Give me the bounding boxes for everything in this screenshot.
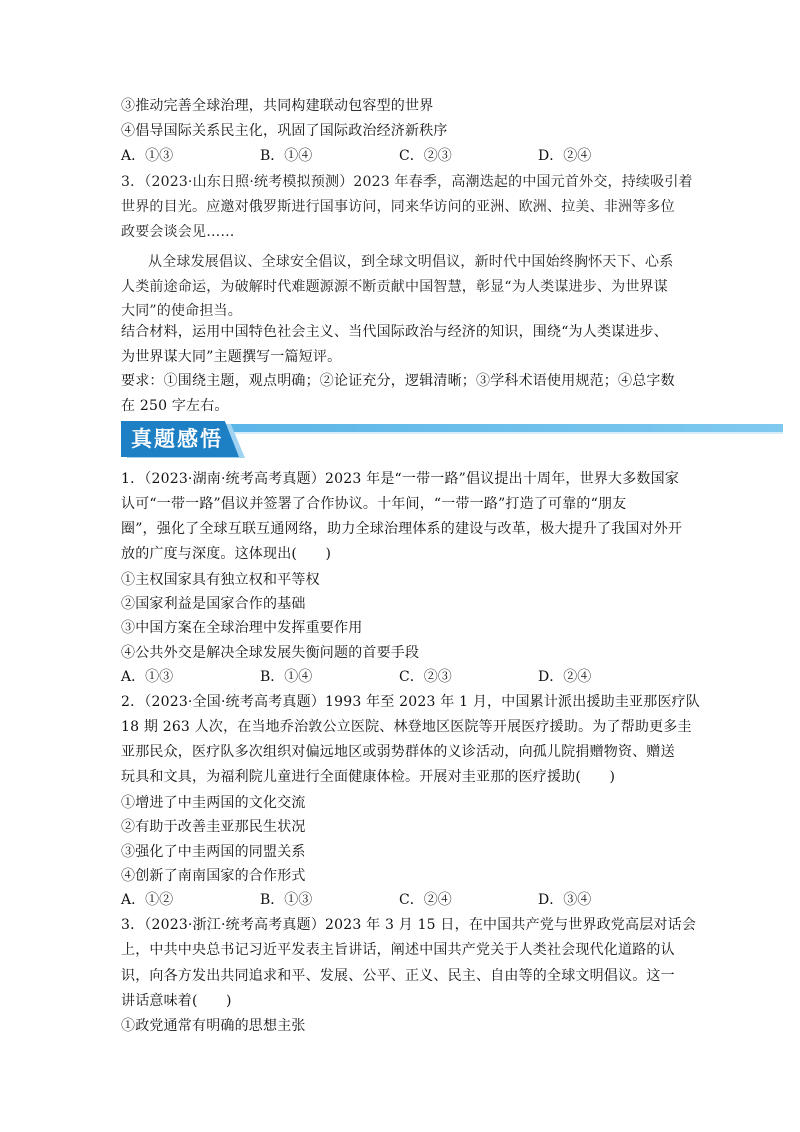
question-2-choice: ③强化了中圭两国的同盟关系 — [121, 844, 306, 860]
question-3b-stem: 识，向各方发出共同追求和平、发展、公平、正义、民主、自由等的全球文明倡议。这一 — [121, 968, 675, 984]
question-2-stem: 玩具和文具，为福利院儿童进行全面健康体检。开展对圭亚那的医疗援助( ) — [121, 769, 616, 785]
question-3b-stem: 3．（2023·浙江·统考高考真题）2023 年 3 月 15 日，在中国共产党与世界政党高层对话会 — [121, 917, 697, 933]
question-2-choice: ④创新了南南国家的合作形式 — [121, 868, 306, 884]
option-b: B．①④ — [260, 148, 313, 164]
option-a: A．①③ — [121, 148, 174, 164]
question-3-requirements: 在 250 字左右。 — [121, 398, 229, 414]
option-c: C．②④ — [399, 892, 452, 908]
option-c: C．②③ — [399, 669, 452, 685]
question-3-material: 从全球发展倡议、全球安全倡议，到全球文明倡议，新时代中国始终胸怀天下、心系 — [148, 254, 674, 270]
option-c: C．②③ — [399, 148, 452, 164]
question-2-stem: 18 期 263 人次，在当地乔治敦公立医院、林登地区医院等开展医疗援助。为了帮助更多圭 — [121, 719, 692, 735]
option-b: B．①④ — [260, 669, 313, 685]
question-2-choice: ①增进了中圭两国的文化交流 — [121, 795, 306, 811]
option-a: A．①② — [121, 892, 174, 908]
question-3-task: 为世界谋大同”主题撰写一篇短评。 — [121, 349, 342, 365]
banner-stripe-light — [181, 432, 783, 434]
question-3-stem: 政要会谈会见…… — [121, 224, 235, 240]
question-1-choice: ③中国方案在全球治理中发挥重要作用 — [121, 620, 363, 636]
choice-line: ④倡导国际关系民主化，巩固了国际政治经济新秩序 — [121, 123, 448, 139]
question-2-stem: 2．（2023·全国·统考高考真题）1993 年至 2023 年 1 月，中国累计派出援助圭亚那医疗队 — [121, 694, 701, 710]
option-a: A．①③ — [121, 669, 174, 685]
question-3b-stem: 讲话意味着( ) — [121, 993, 232, 1009]
question-1-stem: 1．（2023·湖南·统考高考真题）2023 年是“一带一路”倡议提出十周年，世界大多数国家 — [121, 471, 680, 487]
question-3b-choice: ①政党通常有明确的思想主张 — [121, 1018, 306, 1034]
banner-title: 真题感悟 — [131, 427, 223, 451]
question-3-stem: 3．（2023·山东日照·统考模拟预测）2023 年春季，高潮迭起的中国元首外交，持续吸引着 — [121, 174, 693, 190]
question-1-stem: 放的广度与深度。这体现出( ) — [121, 546, 332, 562]
option-b: B．①③ — [260, 892, 313, 908]
option-d: D．③④ — [538, 892, 592, 908]
answer-options — [121, 890, 681, 910]
answer-options — [121, 667, 681, 687]
question-3-task: 结合材料，运用中国特色社会主义、当代国际政治与经济的知识，围绕“为人类谋进步、 — [121, 324, 668, 340]
question-2-choice: ②有助于改善圭亚那民生状况 — [121, 819, 306, 835]
question-3-stem: 世界的目光。应邀对俄罗斯进行国事访问，同来华访问的亚洲、欧洲、拉美、非洲等多位 — [121, 199, 675, 215]
option-d: D．②④ — [538, 148, 592, 164]
question-2-stem: 亚那民众，医疗队多次组织对偏远地区或弱势群体的义诊活动，向孤儿院捐赠物资、赠送 — [121, 744, 675, 760]
question-1-choice: ④公共外交是解决全球发展失衡问题的首要手段 — [121, 645, 420, 661]
question-1-choice: ①主权国家具有独立权和平等权 — [121, 572, 320, 588]
option-d: D．②④ — [538, 669, 592, 685]
answer-options — [121, 146, 681, 166]
question-3b-stem: 上，中共中央总书记习近平发表主旨讲话，阐述中国共产党关于人类社会现代化道路的认 — [121, 942, 675, 958]
question-1-choice: ②国家利益是国家合作的基础 — [121, 596, 306, 612]
question-3-material: 大同”的使命担当。 — [121, 303, 242, 319]
choice-line: ③推动完善全球治理，共同构建联动包容型的世界 — [121, 98, 434, 114]
question-1-stem: 认可“一带一路”倡议并签署了合作协议。十年间，“一带一路”打造了可靠的“朋友 — [121, 496, 627, 512]
question-1-stem: 圈”，强化了全球互联互通网络，助力全球治理体系的建设与改革，极大提升了我国对外开 — [121, 521, 683, 537]
question-3-material: 人类前途命运，为破解时代难题源源不断贡献中国智慧，彰显“为人类谋进步、为世界谋 — [121, 279, 668, 295]
section-banner — [121, 421, 783, 457]
question-3-requirements: 要求：①围绕主题，观点明确；②论证充分，逻辑清晰；③学科术语使用规范；④总字数 — [121, 373, 675, 389]
banner-stripe — [181, 424, 783, 432]
